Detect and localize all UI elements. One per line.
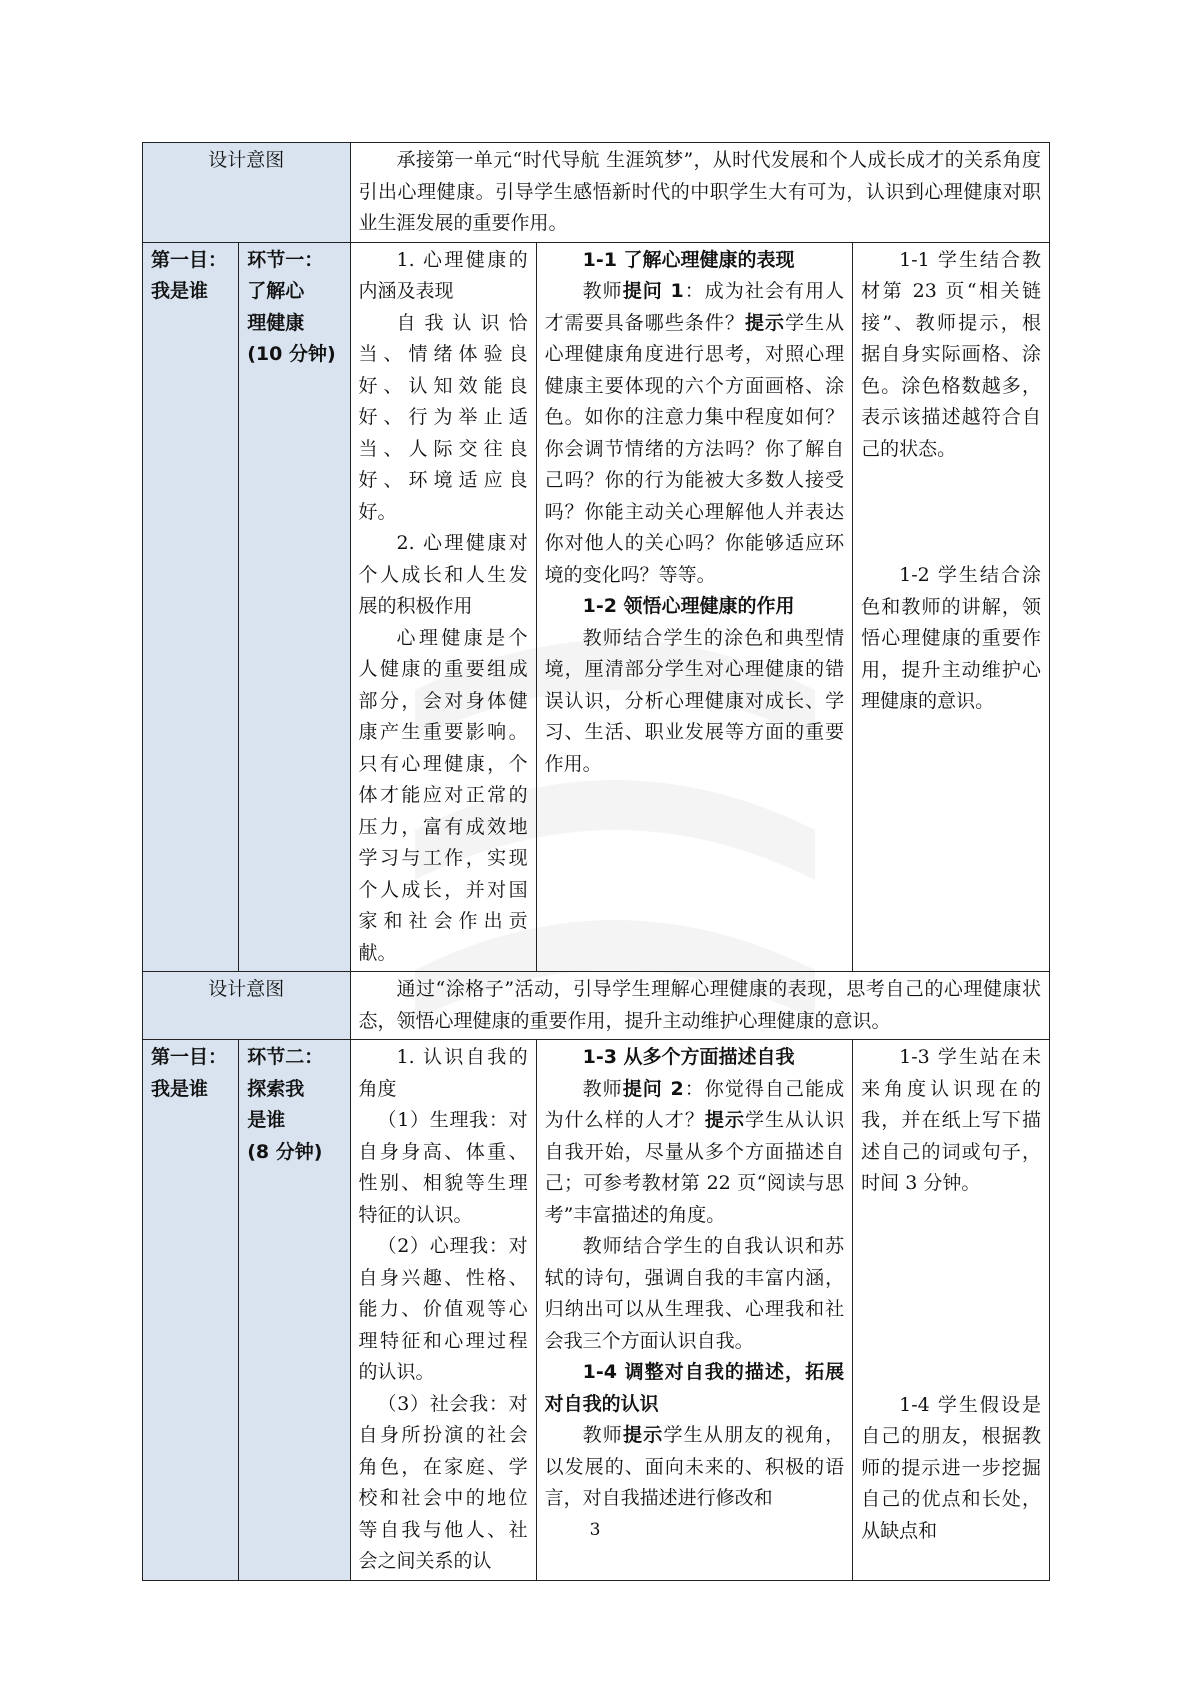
hint-label: 提示	[744, 311, 786, 334]
student-activity-cell	[853, 1040, 1050, 1581]
topic-cell	[143, 1040, 239, 1581]
stage-line: 探索我	[247, 1077, 305, 1100]
teacher-paragraph	[545, 1074, 845, 1232]
lesson-plan-table	[142, 142, 1050, 1581]
design-intent-label: 设计意图	[143, 143, 351, 243]
activity-subheading: 1-4 调整对自我的描述，拓展对自我的认识	[544, 1361, 845, 1415]
stage-line: 了解心	[247, 280, 305, 302]
question-label: 提问 2	[622, 1077, 684, 1100]
teacher-activity-cell	[536, 1040, 853, 1581]
design-intent-paragraph: 通过“涂格子”活动，引导学生理解心理健康的表现，思考自己的心理健康状态，领悟心理健康的重要作用，提升主动维护心理健康的意识。	[358, 978, 1041, 1032]
content-paragraph: 自我认识恰当、情绪体验良好、认知效能良好、行为举止适当、人际交往良好、环境适应良好。	[358, 311, 528, 523]
content-cell	[350, 242, 536, 972]
page-number: 3	[589, 1520, 601, 1540]
student-paragraph: 1-1 学生结合教材第 23 页“相关链接”、教师提示，根据自身实际画格、涂色。涂色格数越多，表示该描述越符合自己的状态。	[861, 248, 1041, 460]
topic-cell	[143, 242, 239, 972]
content-paragraph: 心理健康是个人健康的重要组成部分，会对身体健康产生重要影响。只有心理健康，个体才能应对正常的压力，富有成效地学习与工作，实现个人成长，并对国家和社会作出贡献。	[358, 626, 528, 964]
design-intent-row-1	[143, 143, 1050, 243]
section-row-2	[143, 1040, 1050, 1581]
content-paragraph: （2）心理我：对自身兴趣、性格、能力、价值观等心理特征和心理过程的认识。	[358, 1235, 528, 1383]
text-run: 教师	[582, 1077, 623, 1100]
hint-label: 提示	[704, 1109, 745, 1131]
student-paragraph: 1-2 学生结合涂色和教师的讲解，领悟心理健康的重要作用，提升主动维护心理健康的意识。	[861, 564, 1041, 712]
stage-duration: (10 分钟)	[247, 343, 336, 365]
topic-label: 第一目：我是谁	[151, 1046, 228, 1100]
content-paragraph: （1）生理我：对自身身高、体重、性别、相貌等生理特征的认识。	[358, 1109, 528, 1226]
teacher-activity-cell	[536, 242, 853, 972]
content-heading: 1. 心理健康的内涵及表现	[358, 248, 528, 302]
text-run: 教师	[582, 280, 623, 302]
section-row-1	[143, 242, 1050, 972]
content-cell	[350, 1040, 536, 1581]
hint-label: 提示	[623, 1424, 664, 1446]
stage-cell	[239, 242, 350, 972]
question-label: 提问 1	[622, 280, 684, 302]
text-run: 教师	[582, 1424, 624, 1446]
text-run: ：你觉得自己能成为什么样的人才？	[544, 1077, 845, 1131]
student-activity-cell	[853, 242, 1050, 972]
text-run: 学生从朋友的视角，以发展的、面向未来的、积极的语言，对自我描述进行修改和	[544, 1424, 845, 1509]
text-run: 学生从认识自我开始，尽量从多个方面描述自己；可参考教材第 22 页“阅读与思考”丰富描述的角度。	[544, 1109, 845, 1226]
stage-duration: (8 分钟)	[247, 1140, 323, 1163]
design-intent-row-2	[143, 972, 1050, 1040]
content-heading: 1. 认识自我的角度	[358, 1046, 528, 1100]
design-intent-label: 设计意图	[143, 972, 351, 1040]
activity-subheading: 1-3 从多个方面描述自我	[582, 1046, 795, 1068]
design-intent-paragraph: 承接第一单元“时代导航 生涯筑梦”，从时代发展和个人成长成才的关系角度引出心理健康。引导学生感悟新时代的中职学生大有可为，认识到心理健康对职业生涯发展的重要作用。	[358, 149, 1041, 234]
student-paragraph: 1-3 学生站在未来角度认识现在的我，并在纸上写下描述自己的词或句子，时间 3 分钟。	[861, 1046, 1041, 1194]
student-paragraph: 1-4 学生假设是自己的朋友，根据教师的提示进一步挖掘自己的优点和长处，从缺点和	[861, 1393, 1041, 1542]
stage-line: 是谁	[247, 1109, 286, 1131]
content-paragraph: （3）社会我：对自身所扮演的社会角色，在家庭、学校和社会中的地位等自我与他人、社会之间关系的认	[358, 1392, 528, 1572]
activity-subheading: 1-2 领悟心理健康的作用	[582, 595, 795, 617]
activity-subheading: 1-1 了解心理健康的表现	[582, 248, 795, 271]
teacher-paragraph: 教师结合学生的自我认识和苏轼的诗句，强调自我的丰富内涵，归纳出可以从生理我、心理我和社会我三个方面认识自我。	[544, 1235, 845, 1352]
design-intent-text	[350, 143, 1050, 243]
topic-label: 第一目：我是谁	[151, 248, 228, 302]
teacher-paragraph: 教师结合学生的涂色和典型情境，厘清部分学生对心理健康的错误认识，分析心理健康对成长、学习、生活、职业发展等方面的重要作用。	[544, 626, 845, 775]
teacher-paragraph	[545, 276, 845, 591]
stage-line: 环节一：	[247, 248, 324, 271]
design-intent-text	[350, 972, 1050, 1040]
text-run: 学生从心理健康角度进行思考，对照心理健康主要体现的六个方面画格、涂色。如你的注意力集中程度如何？你会调节情绪的方法吗？你了解自己吗？你的行为能被大多数人接受吗？你能主动关心理解他人并表达你对他人的关心吗？你能够适应环境的变化吗？等等。	[544, 311, 845, 586]
stage-line: 理健康	[247, 311, 305, 334]
stage-cell	[239, 1040, 350, 1581]
content-heading: 2. 心理健康对个人成长和人生发展的积极作用	[358, 532, 528, 617]
stage-line: 环节二：	[247, 1046, 324, 1068]
teacher-paragraph	[545, 1420, 845, 1515]
text-run: ：成为社会有用人才需要具备哪些条件？	[544, 280, 845, 334]
